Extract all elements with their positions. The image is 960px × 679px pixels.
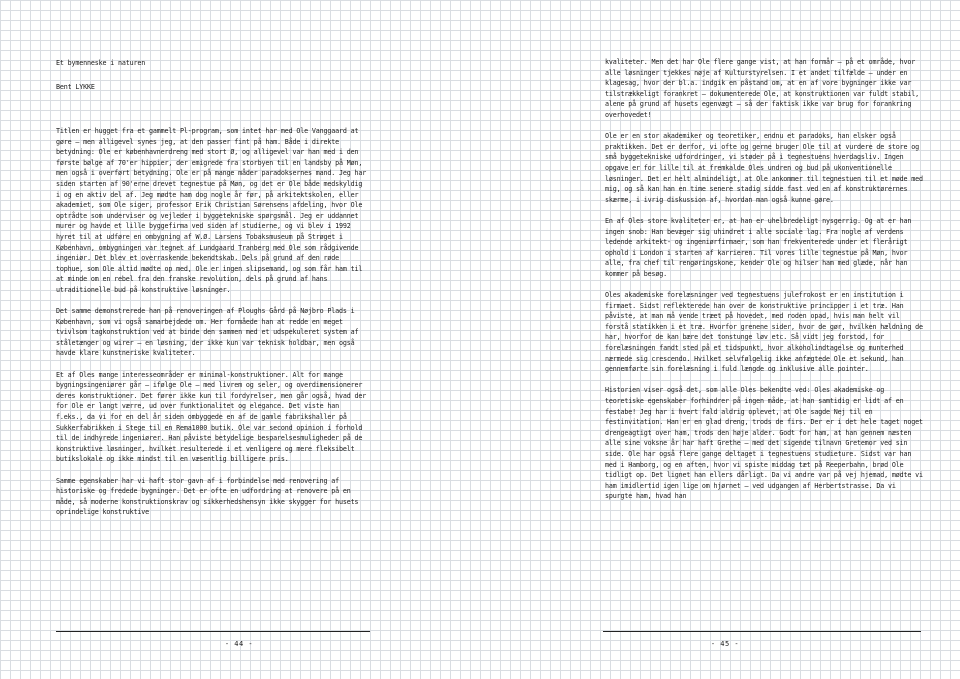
- article-author: Bent LYKKE: [56, 83, 95, 91]
- right-page-number: - 45 -: [710, 640, 740, 648]
- left-column-text: [56, 126, 368, 529]
- body-paragraph: Oles akademiske forelæsninger ved tegnestuens julefrokost er en institution i firmaet. Sidst reflekterede han over de konstruktive principper i et træ. Han påviste, at man må vende træet på hovedet, med roden opad, hvis man helt vil forstå statikken i et træ. Hvorfor grenene sider, hvor de gør, hvilken hældning de har, hvorfor de kan bære det tonstunge løv etc. Så vidt jeg forstod, for forelæsningen fandt sted på et tidspunkt, hvor alkoholindtagelse og munterhed nærmede sig crescendo. Hvilket selvfølgelig ikke anfægtede Ole et sekund, han gennemførte sin forelæsning i fuld længde og inklusive alle pointer.: [605, 291, 923, 374]
- body-paragraph: Samme egenskaber har vi haft stor gavn af i forbindelse med renovering af historiske og fredede bygninger. Det er ofte en udfordring at renovere på en måde, så moderne konstruktionskrav og sikkerhedshensyn ikke skygger for husets oprindelige konstruktive: [56, 476, 359, 517]
- right-footer-rule: [603, 631, 921, 632]
- body-paragraph: Det samme demonstrerede han på renoveringen af Ploughs Gård på Nøjbro Plads i København, som vi også samarbejdede om. Her formåede han at redde en meget tvivlsom tagkonstruktion ved at binde den sammen med et udspekuleret system af ståletænger og wirer — en løsning, der ikke kun var teknisk holdbar, men også havde klare kunstneriske kvaliteter.: [56, 307, 359, 358]
- right-column-text: [605, 57, 923, 513]
- body-paragraph: Historien viser også det, som alle Oles bekendte ved: Oles akademiske og teoretiske egenskaber forhindrer på ingen måde, at han samtidig er lidt af en festabe! Jeg har i hvert fald aldrig oplevet, at Ole sagde Nej til en festinvitation. Han er en glad dreng, trods de firs. Der er i det hele taget noget drengeagtigt over ham, trods den høje alder. Godt for ham, at han gennem næsten alle sine voksne år har haft Grethe — med det sigende tilnavn Gretemor ved sin side. Ole har også flere gange deltaget i tegnestuens studieture. Sidst var han med i Hamborg, og en aften, hvor vi spiste middag tæt på Reeperbahn, brød Ole tidligt op. Det lignet han ellers dårligt. Da vi andre var på vej hjemad, mødte vi ham imidlertid igen lige om hjørnet – ved udgangen af Herbertstrasse. Da vi spurgte ham, hvad han: [605, 386, 923, 501]
- body-paragraph: Et af Oles mange interesseområder er minimal-konstruktioner. Alt for mange bygningsingeniører går – ifølge Ole – med livrem og seler, og overdimensionerer deres konstruktioner. Det fører ikke kun til fordyrelser, men går også, hvad der for Ole er langt værre, ud over funktionalitet og elegance. Det viste han f.eks., da vi for en del år siden ombyggede en af de gamle fabrikshaller på Sukkerfabrikken i Stege til en Rema1000 butik. Ole var second opinion i forhold til de indhyrede ingeniører. Han påviste betydelige besparelsesmuligheder på de konstruktive løsninger, hvilket resulterede i et venligere og mere fleksibelt butikslokale og ikke mindst til en væsentlig billigere pris.: [56, 370, 367, 464]
- article-title: Et bymenneske i naturen: [56, 59, 146, 67]
- body-paragraph: Titlen er hugget fra et gammelt Pl-program, som intet har med Ole Vanggaard at gøre — men alligevel synes jeg, at den passer fint på ham. Både i direkte betydning: Ole er københavnerdreng med stort Ø, og alligevel var han med i den første bølge af 70'er hippier, der emigrede fra storbyen til en landsby på Møn, men også i overført betydning. Ole er på mange måder paradoksernes mand. Jeg har siden starten af 90'erne drevet tegnestue på Møn, og det er Ole både medskyldig i og en aktiv del af. Jeg mødte ham dog nogle år før, på arkitektskolen, eller akademiet, som Ole siger, professor Erik Christian Sørensens afdeling, hvor Ole optrådte som underviser og vejleder i byggetekniske spørgsmål. Jeg er uddannet murer og havde et lille byggefirma ved siden af studierne, og vi blev i 1992 hyret til at udføre en ombygning af W.Ø. Larsens Tobaksmuseum på Strøget i København, ombygningen var tegnet af Lundgaard Tranberg med Ole som rådgivende ingeniør. Det blev et overraskende bekendtskab. Dels på grund af den røde tophue, som Ole altid mødte op med, Ole er ingen slipsemand, og som får ham til at minde om en rebel fra den franske revolution, dels på grund af hans utraditionelle bud på konstruktive løsninger.: [56, 127, 367, 294]
- left-footer-rule: [56, 631, 370, 632]
- right-page: [605, 0, 923, 679]
- body-paragraph: Ole er en stor akademiker og teoretiker, endnu et paradoks, han elsker også praktikken. Det er derfor, vi ofte og gerne bruger Ole til at vurdere de store og små byggetekniske udfordringer, vi støder på i tegnestuens hverdagsliv. Ingen opgave er for lille til at fremkalde Oles undren og bud på ukonventionelle løsninger. Det er helt almindeligt, at Ole ankommer til tegnestuen til et møde med mig, og så kan han en time senere stadig sidde fast ved en af konstruktørernes skærme, i ivrig diskussion af, hvordan man også kunne gøre.: [605, 132, 923, 204]
- left-page: [56, 0, 368, 679]
- body-paragraph: En af Oles store kvaliteter er, at han er uhelbredeligt nysgerrig. Og at er han ingen snob: Han bevæger sig uhindret i alle sociale lag. Fra nogle af verdens ledende arkitekt- og ingeniørfirmaer, som han frekventerede under et flerårigt ophold i London i starten af karrieren. Til vores lille tegnestue på Møn, hvor alle, fra chef til rengøringskone, kender Ole og hilser ham med glæde, når han kommer på besøg.: [605, 216, 912, 278]
- body-paragraph: kvaliteter. Men det har Ole flere gange vist, at han formår — på et område, hvor alle løsninger tjekkes nøje af Kulturstyrelsen. I et andet tilfælde — under en klagesag, hvor der bl.a. indgik en påstand om, at en af vore bygninger ikke var tilstrækkeligt forankret — dokumenterede Ole, at konstruktionen var fuldt stabil, alene på grund af husets egenvægt – så der faktisk ikke var brug for forankring overhovedet!: [605, 58, 919, 119]
- left-page-number: - 44 -: [224, 640, 254, 648]
